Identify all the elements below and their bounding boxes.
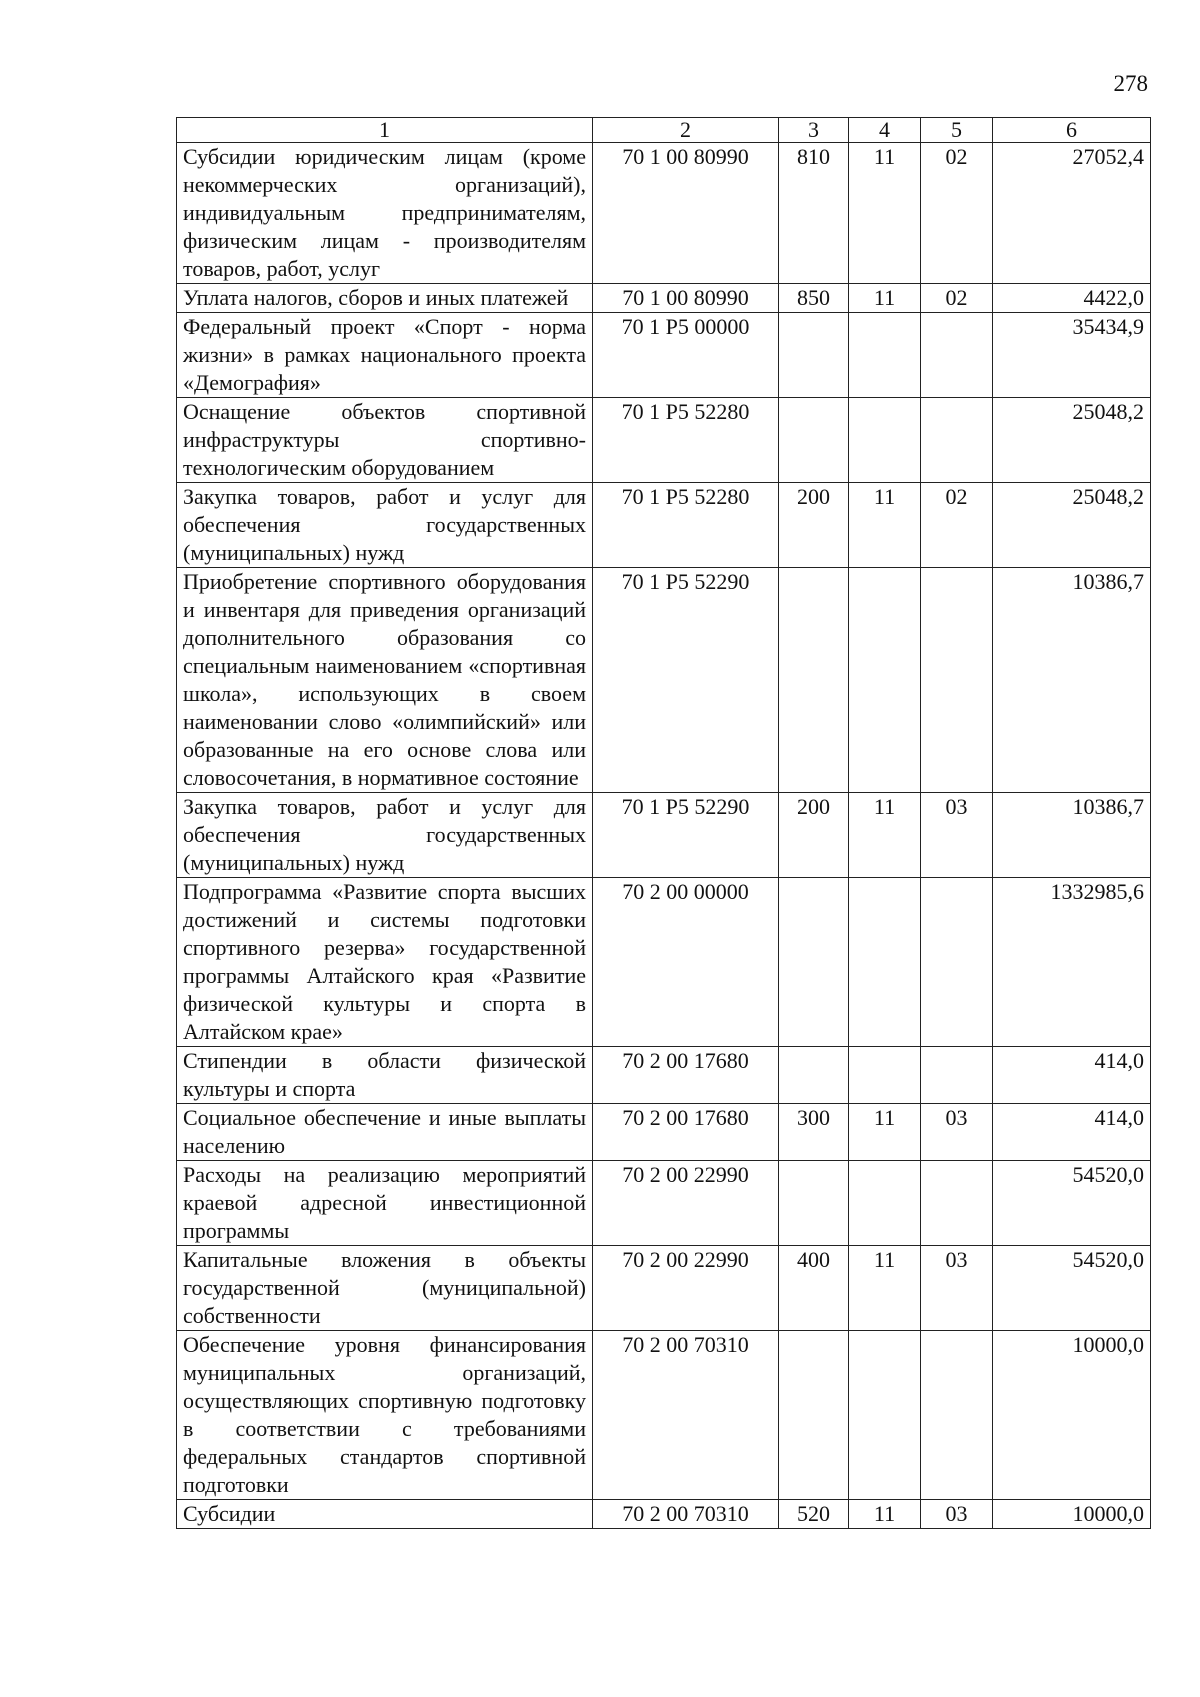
cell-subsection	[921, 398, 993, 483]
cell-code: 70 2 00 70310	[593, 1500, 779, 1529]
cell-expense-type: 810	[779, 143, 849, 284]
header-col-5: 5	[921, 118, 993, 143]
cell-code: 70 1 00 80990	[593, 284, 779, 313]
cell-subsection: 02	[921, 284, 993, 313]
cell-name: Федеральный проект «Спорт - норма жизни» в рамках национального проекта «Демография»	[177, 313, 593, 398]
cell-subsection: 03	[921, 1104, 993, 1161]
cell-amount: 35434,9	[993, 313, 1151, 398]
cell-section	[849, 568, 921, 793]
cell-amount: 10386,7	[993, 793, 1151, 878]
cell-section	[849, 878, 921, 1047]
cell-section: 11	[849, 793, 921, 878]
cell-section	[849, 1161, 921, 1246]
page-number: 278	[1113, 71, 1148, 96]
cell-expense-type: 850	[779, 284, 849, 313]
table-row	[177, 398, 1151, 483]
cell-amount: 414,0	[993, 1104, 1151, 1161]
cell-code: 70 1 Р5 00000	[593, 313, 779, 398]
cell-expense-type: 520	[779, 1500, 849, 1529]
cell-code: 70 2 00 70310	[593, 1331, 779, 1500]
cell-subsection	[921, 313, 993, 398]
cell-subsection: 02	[921, 143, 993, 284]
table-body	[177, 143, 1151, 1529]
cell-code: 70 2 00 00000	[593, 878, 779, 1047]
table-row	[177, 793, 1151, 878]
cell-expense-type	[779, 1331, 849, 1500]
cell-section: 11	[849, 1104, 921, 1161]
header-col-1: 1	[177, 118, 593, 143]
header-col-6: 6	[993, 118, 1151, 143]
cell-code: 70 2 00 17680	[593, 1047, 779, 1104]
budget-table	[176, 117, 1151, 1529]
cell-name: Оснащение объектов спортивной инфраструктуры спортивно-технологическим оборудованием	[177, 398, 593, 483]
table-row	[177, 878, 1151, 1047]
cell-section: 11	[849, 1246, 921, 1331]
cell-section: 11	[849, 284, 921, 313]
header-col-2: 2	[593, 118, 779, 143]
cell-amount: 10000,0	[993, 1331, 1151, 1500]
cell-subsection	[921, 568, 993, 793]
cell-section: 11	[849, 143, 921, 284]
cell-subsection: 02	[921, 483, 993, 568]
table-row	[177, 483, 1151, 568]
cell-subsection: 03	[921, 793, 993, 878]
cell-expense-type: 200	[779, 793, 849, 878]
cell-subsection	[921, 878, 993, 1047]
cell-expense-type: 300	[779, 1104, 849, 1161]
cell-code: 70 1 Р5 52280	[593, 483, 779, 568]
cell-code: 70 2 00 17680	[593, 1104, 779, 1161]
cell-code: 70 1 00 80990	[593, 143, 779, 284]
header-col-3: 3	[779, 118, 849, 143]
table-row	[177, 313, 1151, 398]
cell-subsection	[921, 1047, 993, 1104]
cell-name: Приобретение спортивного оборудования и инвентаря для приведения организаций дополнительного образования со специальным наименованием «спортивная школа», использующих в своем наименовании слово «олимпийский» или образованные на его основе слова или словосочетания, в нормативное состояние	[177, 568, 593, 793]
cell-subsection: 03	[921, 1246, 993, 1331]
cell-amount: 414,0	[993, 1047, 1151, 1104]
cell-expense-type	[779, 1047, 849, 1104]
cell-name: Субсидии	[177, 1500, 593, 1529]
cell-amount: 25048,2	[993, 398, 1151, 483]
cell-expense-type: 200	[779, 483, 849, 568]
header-row	[177, 118, 1151, 143]
cell-amount: 25048,2	[993, 483, 1151, 568]
cell-expense-type	[779, 398, 849, 483]
cell-subsection	[921, 1331, 993, 1500]
cell-expense-type: 400	[779, 1246, 849, 1331]
cell-name: Уплата налогов, сборов и иных платежей	[177, 284, 593, 313]
table-row	[177, 1047, 1151, 1104]
cell-subsection	[921, 1161, 993, 1246]
cell-name: Закупка товаров, работ и услуг для обеспечения государственных (муниципальных) нужд	[177, 483, 593, 568]
cell-name: Расходы на реализацию мероприятий краевой адресной инвестиционной программы	[177, 1161, 593, 1246]
cell-section	[849, 1331, 921, 1500]
cell-amount: 1332985,6	[993, 878, 1151, 1047]
cell-section	[849, 313, 921, 398]
table-header	[177, 118, 1151, 143]
cell-expense-type	[779, 568, 849, 793]
cell-name: Подпрограмма «Развитие спорта высших достижений и системы подготовки спортивного резерва» государственной программы Алтайского края «Развитие физической культуры и спорта в Алтайском крае»	[177, 878, 593, 1047]
cell-name: Закупка товаров, работ и услуг для обеспечения государственных (муниципальных) нужд	[177, 793, 593, 878]
table-row	[177, 1104, 1151, 1161]
cell-code: 70 2 00 22990	[593, 1161, 779, 1246]
cell-name: Стипендии в области физической культуры и спорта	[177, 1047, 593, 1104]
cell-subsection: 03	[921, 1500, 993, 1529]
cell-code: 70 1 Р5 52290	[593, 568, 779, 793]
cell-amount: 4422,0	[993, 284, 1151, 313]
cell-section	[849, 1047, 921, 1104]
table-row	[177, 143, 1151, 284]
cell-expense-type	[779, 313, 849, 398]
table-row	[177, 1246, 1151, 1331]
header-col-4: 4	[849, 118, 921, 143]
cell-section: 11	[849, 483, 921, 568]
cell-amount: 54520,0	[993, 1246, 1151, 1331]
cell-amount: 27052,4	[993, 143, 1151, 284]
cell-name: Обеспечение уровня финансирования муниципальных организаций, осуществляющих спортивную подготовку в соответствии с требованиями федеральных стандартов спортивной подготовки	[177, 1331, 593, 1500]
cell-code: 70 2 00 22990	[593, 1246, 779, 1331]
cell-name: Субсидии юридическим лицам (кроме некоммерческих организаций), индивидуальным предпринимателям, физическим лицам - производителям товаров, работ, услуг	[177, 143, 593, 284]
table-row	[177, 1500, 1151, 1529]
cell-name: Капитальные вложения в объекты государственной (муниципальной) собственности	[177, 1246, 593, 1331]
table-row	[177, 568, 1151, 793]
table-row	[177, 1161, 1151, 1246]
cell-code: 70 1 Р5 52290	[593, 793, 779, 878]
cell-amount: 54520,0	[993, 1161, 1151, 1246]
cell-expense-type	[779, 1161, 849, 1246]
cell-expense-type	[779, 878, 849, 1047]
cell-code: 70 1 Р5 52280	[593, 398, 779, 483]
cell-name: Социальное обеспечение и иные выплаты населению	[177, 1104, 593, 1161]
cell-amount: 10386,7	[993, 568, 1151, 793]
cell-section: 11	[849, 1500, 921, 1529]
table-row	[177, 1331, 1151, 1500]
table-row	[177, 284, 1151, 313]
cell-amount: 10000,0	[993, 1500, 1151, 1529]
cell-section	[849, 398, 921, 483]
